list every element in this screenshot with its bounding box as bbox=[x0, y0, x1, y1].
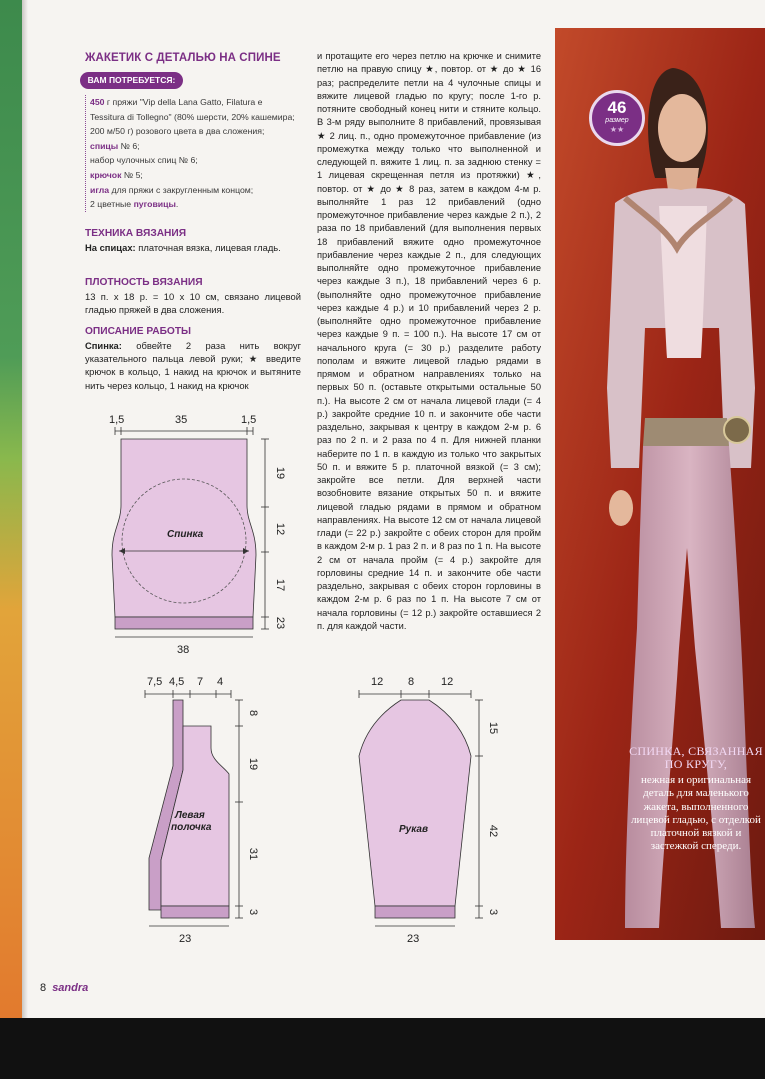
back-dim-top-left: 1,5 bbox=[109, 414, 125, 426]
title-part2: С ДЕТАЛЬЮ НА СПИНЕ bbox=[144, 52, 281, 64]
materials-label-pill: ВАМ ПОТРЕБУЕТСЯ: bbox=[80, 72, 183, 89]
materials-tapestry-needle: игла для пряжи с закругленным концом; bbox=[90, 184, 254, 195]
materials-needles: спицы № 6; bbox=[90, 140, 140, 151]
article-title bbox=[85, 52, 281, 64]
page-number: 8 bbox=[40, 982, 47, 994]
back-dim-right-1: 19 bbox=[274, 466, 286, 480]
front-dim-top-1: 7,5 bbox=[147, 676, 163, 688]
scan-bottom-border bbox=[0, 1018, 765, 1079]
front-dim-top-4: 4 bbox=[217, 676, 224, 688]
sleeve-dim-top-2: 8 bbox=[408, 676, 415, 688]
front-dim-right-2: 19 bbox=[247, 757, 259, 771]
front-pattern-diagram bbox=[135, 670, 260, 948]
sleeve-cuff-band bbox=[375, 906, 455, 918]
title-part1: ЖАКЕТИК bbox=[85, 52, 142, 64]
front-dim-bottom: 23 bbox=[179, 933, 192, 945]
back-piece-shape bbox=[112, 439, 256, 617]
size-number: 46 bbox=[607, 98, 627, 117]
front-dim-right-3: 31 bbox=[247, 847, 259, 861]
difficulty-stars-icon: ★★ bbox=[609, 125, 625, 134]
description-heading: ОПИСАНИЕ РАБОТЫ bbox=[85, 326, 192, 337]
caption-headline: СПИНКА, СВЯЗАННАЯ ПО КРУГУ, bbox=[629, 744, 763, 771]
materials-hook: крючок № 5; bbox=[90, 169, 143, 180]
page-footer bbox=[40, 982, 88, 994]
back-dim-right-3: 17 bbox=[274, 578, 286, 592]
sleeve-dim-right-2: 42 bbox=[487, 824, 499, 838]
sleeve-dim-top-3: 12 bbox=[441, 676, 454, 688]
back-pattern-diagram bbox=[95, 405, 295, 660]
size-label: размер bbox=[605, 117, 629, 124]
sleeve-dim-bottom: 23 bbox=[407, 933, 420, 945]
magazine-logo: sandra bbox=[52, 982, 89, 994]
gauge-text: 13 п. х 18 р. = 10 х 10 см, связано лицевой гладью пряжей в два сложения. bbox=[85, 291, 301, 316]
back-dim-right-2: 12 bbox=[274, 522, 286, 536]
sleeve-dim-right-1: 15 bbox=[487, 721, 499, 735]
sleeve-dimension-right bbox=[475, 700, 499, 918]
instructions-text: и протащите его через петлю на крючке и снимите петлю на правую спицу ★, повтор. от ★ до ★ 16 раз; распределите петли на 4 чулочные спицы и вяжите лицевой гладью по кругу; после 1-го р. потяните свободный конец нити и стяните кольцо. В 3-м ряду выполните 8 прибавлений, провязывая ★ 2 лиц. п., одно промежуточное прибавление (из промежутка между только что выполненной и следующей п. вяжите 1 лиц. п. за заднюю стенку = 1 лицевая скрещенная петля из протяжки) ★, повтор. от ★ до ★ 8 раз, затем в каждом 4-м р. выполняйте 1 раз 12 прибавлений (одно промежуточное прибавление через каждые 2 п.), 2 раза по 18 прибавлений (для выполнения первых 18 прибавлений вяжите одно промежуточное прибавление через каждые 2 п., для следующих выполняйте одно промежуточное прибавление через каждые 3 п.), 18 прибавлений через 6 р. (выполняйте одно промежуточное прибавление через каждые 4 р.) и 10 прибавлений через 2 р. (выполняйте одно промежуточное прибавление через каждые 9 п. = 100 п.). На высоте 17 см от начального круга (= 30 р.) разделите работу пополам и вяжите лицевой гладью рядами в прямом и обратном направлениях только на первых 50 п. (оставьте открытыми остальные 50 п.). На высоте 2 см от начала лицевой глади (= 4 р.) закройте средние 10 п. и закончите обе части раздельно, закрывая к центру в каждом 2-м р. 6 раз по 2 п. и 2 раза по 4 п. Для нижней планки наберите по 1 п. в каждую из только что закрытых 50 п. и вяжите 5 р. платочной вязкой (= 3 см); закройте все петли. Для верхней части возобновите вязание открытых 50 п. и вяжите лицевой гладью рядами в прямом и обратном направлениях. На высоте 12 см от начала лицевой глади (= 22 р.) закройте с обеих сторон для пройм в каждом 2-м р. 1 раз 2 п. и 8 раз по 1 п. На высоте 2 см от начала пройм (= 4 р.) закройте для горловины средние 14 п. и закончите обе части раздельно, закрывая с обеих сторон горловины в каждом 2-м р. 6 раз по 1 п. На высоте 7 см от начала горловины (= 12 р.) закройте оставшиеся 2 п. для каждой части. bbox=[317, 51, 541, 631]
sleeve-dimension-top bbox=[359, 676, 471, 698]
front-dim-right-1: 8 bbox=[247, 709, 259, 717]
front-dimension-right bbox=[235, 700, 259, 918]
front-dim-top-2: 4,5 bbox=[169, 676, 185, 688]
back-dim-top-right: 1,5 bbox=[241, 414, 257, 426]
materials-yarn: 450 г пряжи "Vip della Lana Gatto, Filatura e Tessitura di Tollegno" (80% шерсти, 20% кашемира; 200 м/50 г) розового цвета в два сложения; bbox=[90, 97, 295, 137]
back-dim-top-mid: 35 bbox=[175, 414, 188, 426]
back-dim-right-4: 23 bbox=[274, 616, 286, 630]
front-label-line1: Левая bbox=[175, 810, 205, 821]
back-dim-bottom: 38 bbox=[177, 644, 190, 656]
materials-dpn: набор чулочных спиц № 6; bbox=[90, 155, 198, 166]
sleeve-pattern-diagram bbox=[345, 670, 505, 948]
back-dimension-top bbox=[109, 414, 256, 435]
materials-list bbox=[85, 95, 298, 212]
size-badge bbox=[589, 90, 645, 146]
page-gutter-shadow bbox=[22, 0, 28, 1018]
front-lower-band bbox=[161, 906, 229, 918]
caption-body: нежная и оригинальная деталь для маленького жакета, выполненного лицевой гладью, с отделкой платочной вязкой и застежкой спереди. bbox=[631, 774, 761, 853]
sleeve-piece-shape bbox=[359, 700, 471, 906]
front-dim-top-3: 7 bbox=[197, 676, 204, 688]
instructions-column bbox=[317, 50, 541, 633]
sleeve-dim-right-3: 3 bbox=[487, 908, 499, 916]
page-edge-strip bbox=[0, 0, 22, 1018]
front-label-line2: полочка bbox=[171, 822, 212, 833]
technique-text: На спицах: платочная вязка, лицевая гладь. bbox=[85, 242, 281, 253]
front-dim-right-4: 3 bbox=[247, 908, 259, 916]
photo-caption bbox=[628, 745, 764, 854]
sleeve-dim-top-1: 12 bbox=[371, 676, 384, 688]
description-text: Спинка: обвейте 2 раза нить вокруг указательного пальца левой руки; ★ введите крючок в кольцо, 1 накид на крючок и вытяните нить через кольцо, 1 накид на крючок bbox=[85, 340, 301, 391]
front-dimension-top bbox=[145, 676, 231, 698]
sleeve-label: Рукав bbox=[399, 824, 429, 835]
back-label: Спинка bbox=[167, 529, 204, 540]
back-dimension-right bbox=[261, 439, 286, 629]
materials-buttons: 2 цветные пуговицы. bbox=[90, 199, 179, 210]
back-lower-band bbox=[115, 617, 253, 629]
gauge-heading: ПЛОТНОСТЬ ВЯЗАНИЯ bbox=[85, 277, 203, 288]
technique-heading: ТЕХНИКА ВЯЗАНИЯ bbox=[85, 228, 187, 239]
